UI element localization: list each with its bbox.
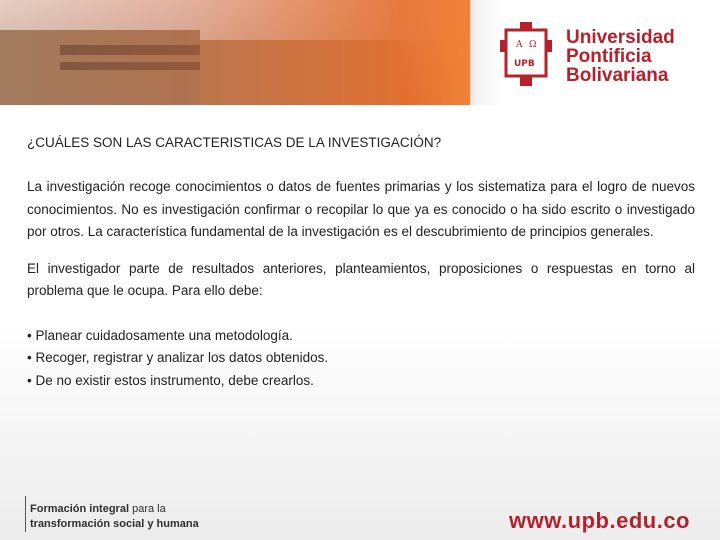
footer-divider — [25, 496, 26, 532]
university-logo[interactable] — [500, 22, 700, 92]
bullet-item: • Recoger, registrar y analizar los datos obtenidos. — [27, 350, 329, 365]
university-name-line1: Universidad — [566, 27, 675, 48]
tagline-normal-1: para la — [129, 503, 166, 515]
paragraph-investigator: El investigador parte de resultados anteriores, planteamientos, proposiciones o respuestas en torno al problema que le ocupa. Para ello debe: — [27, 260, 695, 298]
bullet-item: • Planear cuidadosamente una metodología. — [27, 327, 293, 343]
slide-heading: ¿CUÁLES SON LAS CARACTERISTICAS DE LA INVESTIGACIÓN? — [27, 135, 442, 150]
crest-alpha: A — [516, 40, 523, 50]
paragraph-definition: La investigación recoge conocimientos o datos de fuentes primarias y los sistematiza para el logro de nuevos conocimientos. No es investigación confirmar o recopilar lo que ya es conocido o ha sido escrito o investigado por otros. La característica fundamental de la investigación es el descubrimiento de principios generales. — [27, 179, 695, 239]
university-name-line2: Pontificia — [566, 46, 652, 67]
university-name-line3: Bolivariana — [566, 65, 669, 86]
university-crest-icon — [500, 22, 552, 86]
tagline-bold-1: Formación integral — [30, 503, 130, 515]
slide-content — [27, 135, 695, 392]
website-link[interactable]: www.upb.edu.co — [509, 508, 690, 533]
header-banner — [0, 0, 720, 105]
campus-photo — [0, 0, 470, 105]
crest-upb: UPB — [514, 59, 535, 69]
tagline-bold-2: transformación social y humana — [30, 518, 199, 530]
university-name — [566, 28, 675, 85]
crest-omega: Ω — [529, 40, 537, 50]
footer-tagline — [30, 502, 199, 532]
bullet-item: • De no existir estos instrumento, debe crearlos. — [27, 372, 314, 388]
